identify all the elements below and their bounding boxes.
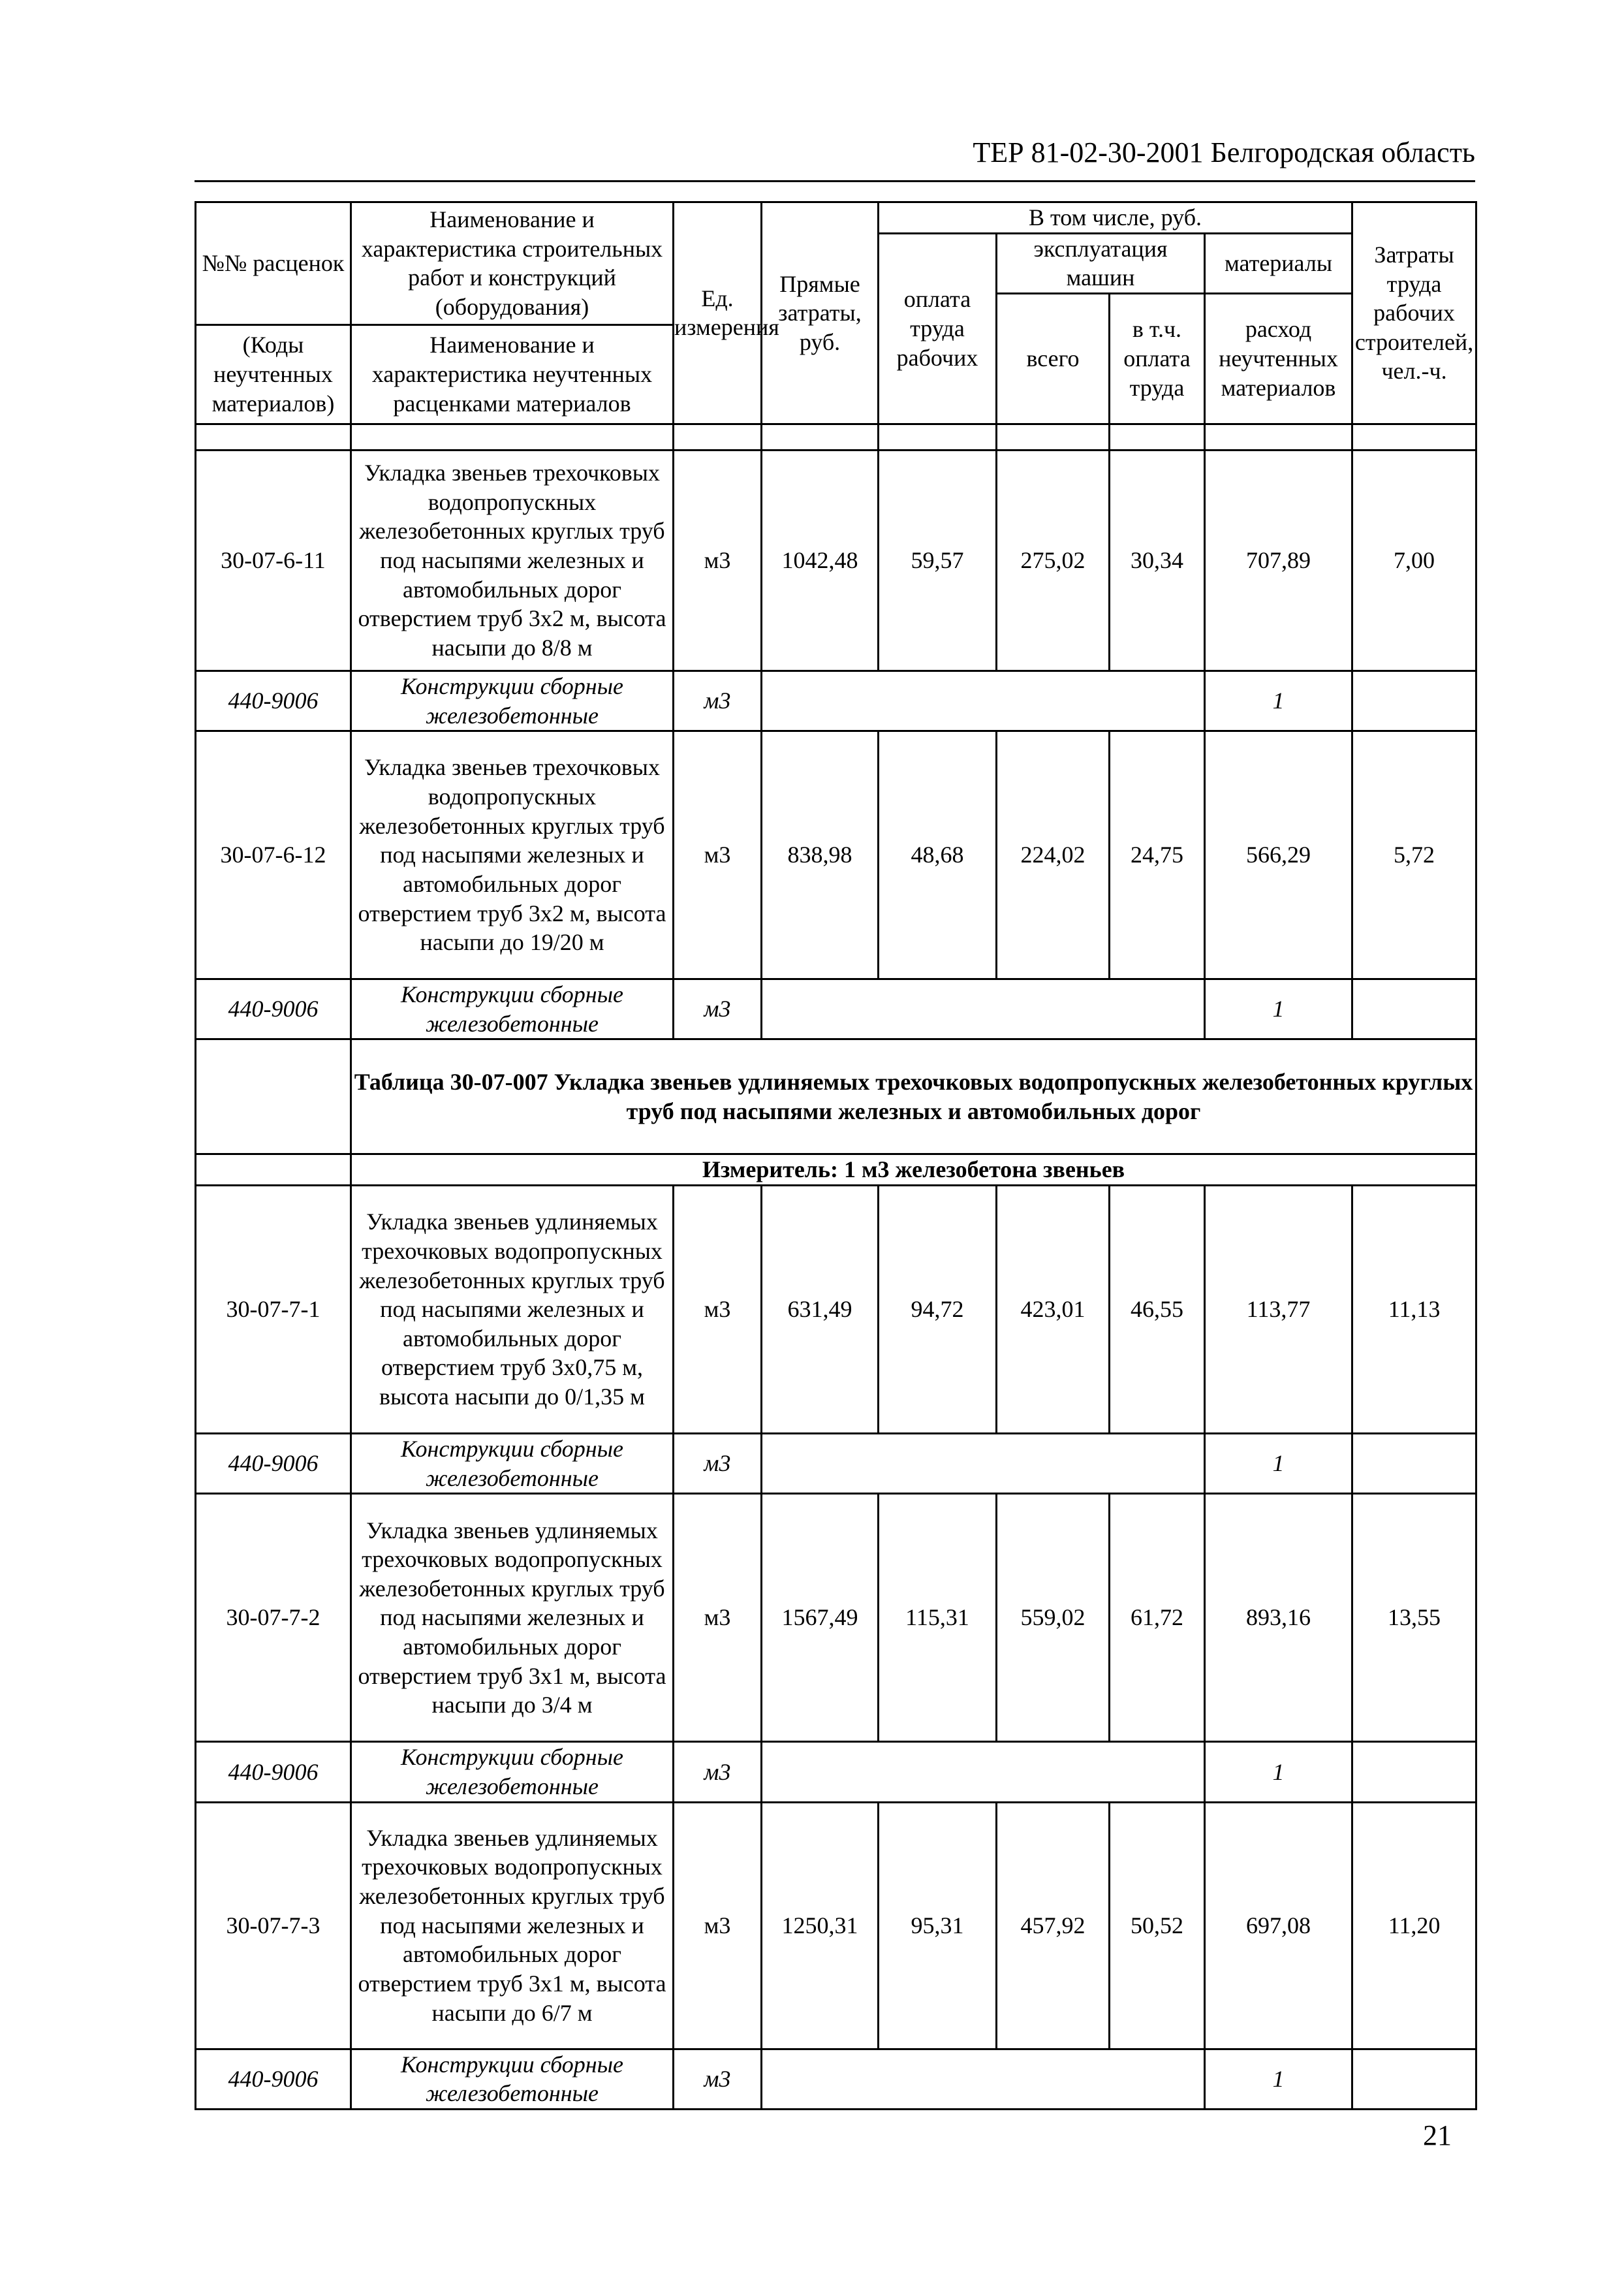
header-name-unacc: Наименование и характеристика неучтенных расценками материалов bbox=[351, 324, 674, 424]
header-code-unacc: (Коды неучтенных материалов) bbox=[196, 324, 351, 424]
rate-labor-pay: 94,72 bbox=[879, 1186, 997, 1434]
table-row bbox=[196, 1802, 1476, 2049]
material-qty: 1 bbox=[1205, 671, 1352, 731]
page-header: ТЕР 81-02-30-2001 Белгородская область bbox=[973, 136, 1475, 168]
rate-labor: 11,13 bbox=[1352, 1186, 1476, 1434]
rate-materials: 707,89 bbox=[1205, 450, 1352, 671]
section-title: Таблица 30-07-007 Укладка звеньев удлиняемых трехочковых водопропускных железобетонных круглых труб под насыпями железных и автомобильных дорог bbox=[351, 1039, 1476, 1154]
material-name: Конструкции сборные железобетонные bbox=[351, 979, 674, 1039]
rate-labor-pay: 59,57 bbox=[879, 450, 997, 671]
material-code: 440-9006 bbox=[196, 979, 351, 1039]
rate-unit: м3 bbox=[674, 450, 762, 671]
header-labor-pay: оплата труда рабочих bbox=[879, 233, 997, 424]
rates-table bbox=[195, 201, 1477, 2110]
table-row bbox=[196, 1494, 1476, 1742]
header-labor: Затраты труда рабочих строителей, чел.-ч. bbox=[1352, 202, 1476, 424]
material-code: 440-9006 bbox=[196, 1434, 351, 1494]
rate-machines-total: 224,02 bbox=[997, 731, 1110, 979]
rate-machines-total: 423,01 bbox=[997, 1186, 1110, 1434]
material-qty: 1 bbox=[1205, 1742, 1352, 1802]
rate-machines-total: 275,02 bbox=[997, 450, 1110, 671]
material-row bbox=[196, 979, 1476, 1039]
section-meter: Измеритель: 1 м3 железобетона звеньев bbox=[351, 1154, 1476, 1186]
material-name: Конструкции сборные железобетонные bbox=[351, 1434, 674, 1494]
table-row bbox=[196, 1186, 1476, 1434]
material-unit: м3 bbox=[674, 2049, 762, 2109]
rate-unit: м3 bbox=[674, 1494, 762, 1742]
rate-direct: 1042,48 bbox=[762, 450, 879, 671]
rate-code: 30-07-6-11 bbox=[196, 450, 351, 671]
material-unit: м3 bbox=[674, 1434, 762, 1494]
material-qty: 1 bbox=[1205, 979, 1352, 1039]
rate-code: 30-07-7-2 bbox=[196, 1494, 351, 1742]
material-code: 440-9006 bbox=[196, 671, 351, 731]
rate-direct: 1567,49 bbox=[762, 1494, 879, 1742]
rate-materials: 566,29 bbox=[1205, 731, 1352, 979]
rate-machines-pay: 30,34 bbox=[1110, 450, 1205, 671]
rate-machines-total: 559,02 bbox=[997, 1494, 1110, 1742]
rate-description: Укладка звеньев удлиняемых трехочковых водопропускных железобетонных круглых труб под насыпями железных и автомобильных дорог отверстием труб 3х1 м, высота насыпи до 3/4 м bbox=[351, 1494, 674, 1742]
rate-direct: 631,49 bbox=[762, 1186, 879, 1434]
header-machines-total: всего bbox=[997, 293, 1110, 424]
material-name: Конструкции сборные железобетонные bbox=[351, 671, 674, 731]
rate-labor: 7,00 bbox=[1352, 450, 1476, 671]
material-unit: м3 bbox=[674, 1742, 762, 1802]
material-name: Конструкции сборные железобетонные bbox=[351, 1742, 674, 1802]
header-incl: В том числе, руб. bbox=[879, 202, 1352, 234]
material-code: 440-9006 bbox=[196, 1742, 351, 1802]
material-unit: м3 bbox=[674, 979, 762, 1039]
header-machines-pay: в т.ч. оплата труда bbox=[1110, 293, 1205, 424]
material-name: Конструкции сборные железобетонные bbox=[351, 2049, 674, 2109]
material-row bbox=[196, 2049, 1476, 2109]
rate-description: Укладка звеньев удлиняемых трехочковых водопропускных железобетонных круглых труб под насыпями железных и автомобильных дорог отверстием труб 3х0,75 м, высота насыпи до 0/1,35 м bbox=[351, 1186, 674, 1434]
rate-labor-pay: 115,31 bbox=[879, 1494, 997, 1742]
rate-labor: 5,72 bbox=[1352, 731, 1476, 979]
material-unit: м3 bbox=[674, 671, 762, 731]
rate-machines-pay: 50,52 bbox=[1110, 1802, 1205, 2049]
rate-unit: м3 bbox=[674, 1802, 762, 2049]
rate-machines-pay: 24,75 bbox=[1110, 731, 1205, 979]
header-machines: эксплуатация машин bbox=[997, 233, 1205, 293]
header-unit: Ед. измерения bbox=[674, 202, 762, 424]
table-row bbox=[196, 450, 1476, 671]
rate-labor-pay: 48,68 bbox=[879, 731, 997, 979]
material-qty: 1 bbox=[1205, 1434, 1352, 1494]
rate-code: 30-07-7-3 bbox=[196, 1802, 351, 2049]
rate-labor: 13,55 bbox=[1352, 1494, 1476, 1742]
header-materials: материалы bbox=[1205, 233, 1352, 293]
rate-direct: 838,98 bbox=[762, 731, 879, 979]
header-materials-unacc: расход неучтенных материалов bbox=[1205, 293, 1352, 424]
rate-machines-pay: 46,55 bbox=[1110, 1186, 1205, 1434]
rate-description: Укладка звеньев трехочковых водопропускных железобетонных круглых труб под насыпями железных и автомобильных дорог отверстием труб 3х2 м, высота насыпи до 19/20 м bbox=[351, 731, 674, 979]
rate-machines-total: 457,92 bbox=[997, 1802, 1110, 2049]
rate-description: Укладка звеньев удлиняемых трехочковых водопропускных железобетонных круглых труб под насыпями железных и автомобильных дорог отверстием труб 3х1 м, высота насыпи до 6/7 м bbox=[351, 1802, 674, 2049]
header-name: Наименование и характеристика строительных работ и конструкций (оборудования) bbox=[351, 202, 674, 325]
material-row bbox=[196, 1434, 1476, 1494]
material-qty: 1 bbox=[1205, 2049, 1352, 2109]
header-rule bbox=[195, 180, 1475, 182]
rate-code: 30-07-7-1 bbox=[196, 1186, 351, 1434]
rate-materials: 697,08 bbox=[1205, 1802, 1352, 2049]
header-direct: Прямые затраты, руб. bbox=[762, 202, 879, 424]
rate-code: 30-07-6-12 bbox=[196, 731, 351, 979]
rate-unit: м3 bbox=[674, 1186, 762, 1434]
rate-description: Укладка звеньев трехочковых водопропускных железобетонных круглых труб под насыпями железных и автомобильных дорог отверстием труб 3х2 м, высота насыпи до 8/8 м bbox=[351, 450, 674, 671]
rate-materials: 113,77 bbox=[1205, 1186, 1352, 1434]
table-row bbox=[196, 731, 1476, 979]
header-code: №№ расценок bbox=[196, 202, 351, 325]
material-row bbox=[196, 671, 1476, 731]
material-row bbox=[196, 1742, 1476, 1802]
rate-unit: м3 bbox=[674, 731, 762, 979]
rate-labor: 11,20 bbox=[1352, 1802, 1476, 2049]
page-number: 21 bbox=[1423, 2119, 1452, 2151]
rate-labor-pay: 95,31 bbox=[879, 1802, 997, 2049]
rate-direct: 1250,31 bbox=[762, 1802, 879, 2049]
rate-materials: 893,16 bbox=[1205, 1494, 1352, 1742]
rate-machines-pay: 61,72 bbox=[1110, 1494, 1205, 1742]
material-code: 440-9006 bbox=[196, 2049, 351, 2109]
